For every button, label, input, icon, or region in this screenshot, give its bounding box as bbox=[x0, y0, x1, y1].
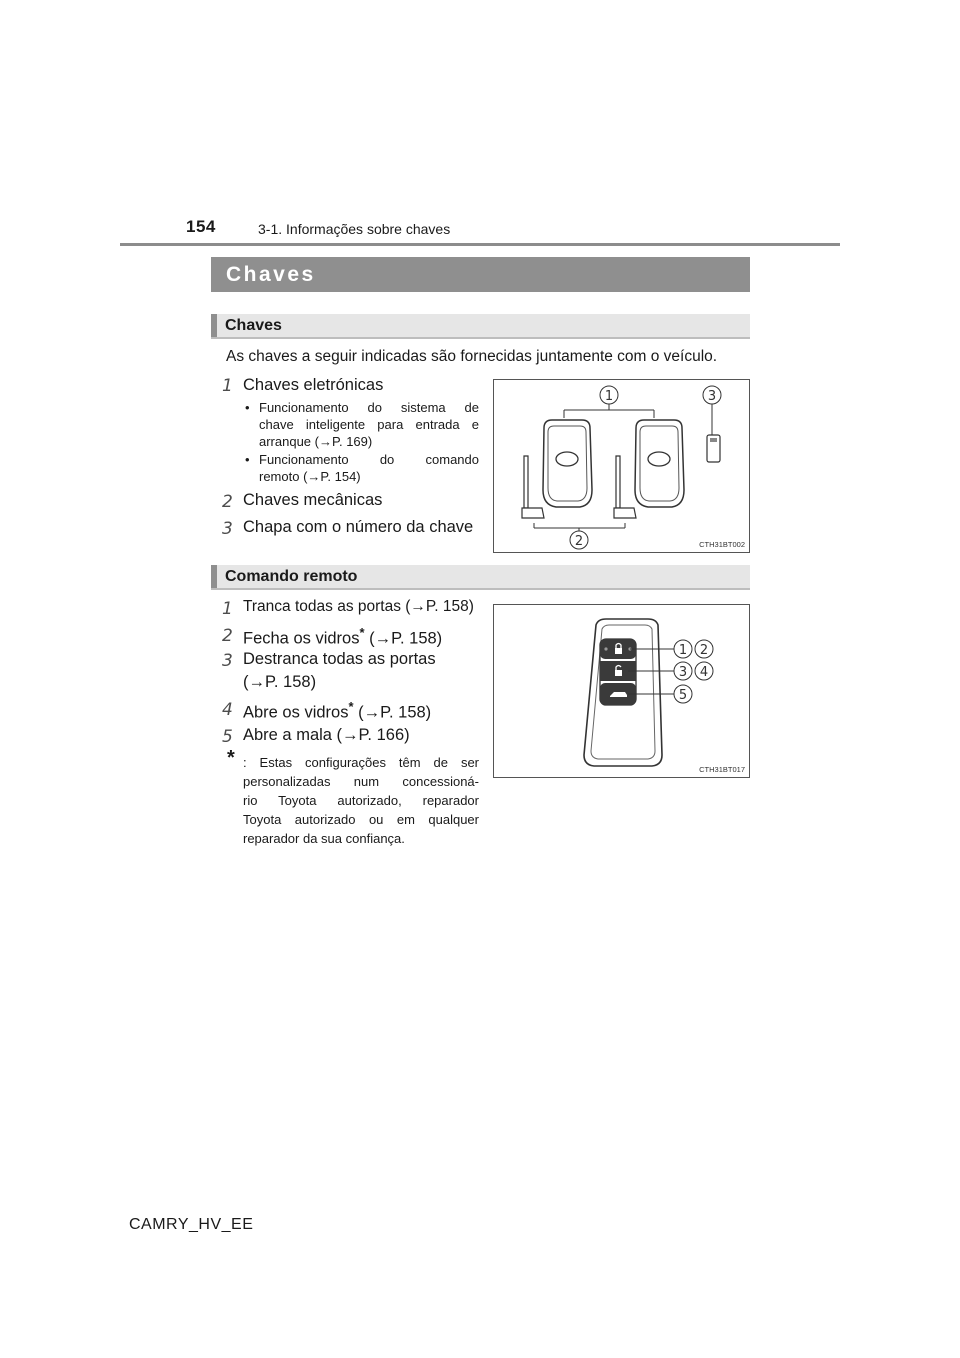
item-electronic-keys: Chaves eletrónicas bbox=[243, 376, 384, 394]
item-open-windows bbox=[243, 699, 431, 723]
item-number: 1 bbox=[222, 376, 233, 396]
item-label: Fecha os vidros bbox=[243, 629, 360, 648]
keys-heading: Chaves bbox=[225, 317, 282, 334]
item-number: 4 bbox=[222, 700, 233, 720]
callout-3: 3 bbox=[678, 665, 688, 680]
remote-illustration bbox=[494, 605, 749, 777]
bullet-line: Funcionamento do comando bbox=[259, 452, 479, 467]
footnote-line: : Estas configurações têm de ser bbox=[243, 755, 479, 770]
keys-figure bbox=[493, 379, 750, 553]
bullet-line: chave inteligente para entrada e bbox=[259, 417, 479, 432]
callout-5: 5 bbox=[678, 688, 688, 703]
keys-heading-bar bbox=[211, 314, 750, 339]
item-close-windows bbox=[243, 625, 442, 649]
remote-figure bbox=[493, 604, 750, 778]
item-number: 1 bbox=[222, 599, 233, 619]
bullet-line: Funcionamento do sistema de bbox=[259, 400, 479, 415]
item-open-trunk: Abre a mala (→P. 166) bbox=[243, 726, 410, 744]
footnote-line: rio Toyota autorizado, reparador bbox=[243, 793, 479, 808]
page-ref: (→P. 158) bbox=[353, 703, 432, 722]
bullet-line: arranque (→P. 169) bbox=[259, 434, 373, 449]
page-title: Chaves bbox=[226, 263, 316, 286]
callout-1: 1 bbox=[604, 389, 614, 404]
item-unlock-all-doors: Destranca todas as portas bbox=[243, 650, 436, 668]
keys-illustration bbox=[494, 380, 749, 552]
callout-4: 4 bbox=[699, 665, 709, 680]
page-ref: (→P. 158) bbox=[364, 629, 443, 648]
footnote-line: Toyota autorizado ou em qualquer bbox=[243, 812, 479, 827]
footnote-line: personalizadas num concessioná- bbox=[243, 774, 479, 789]
callout-1: 1 bbox=[678, 643, 688, 658]
footnote bbox=[227, 747, 479, 848]
item-label: Abre os vidros bbox=[243, 703, 349, 722]
remote-heading-bar bbox=[211, 565, 750, 590]
bullet-smart-key: • Funcionamento do sistema de chave inteligente para entrada e arranque (→P. 169) bbox=[245, 400, 479, 449]
heading-marker bbox=[211, 565, 217, 588]
footnote-line: reparador da sua confiança. bbox=[243, 831, 405, 846]
footnote-star: * bbox=[227, 747, 235, 769]
item-number: 2 bbox=[222, 492, 233, 512]
item-number: 3 bbox=[222, 651, 233, 671]
model-code: CAMRY_HV_EE bbox=[129, 1216, 254, 1233]
bullet-remote: • Funcionamento do comando remoto (→P. 154) bbox=[245, 452, 479, 484]
heading-marker bbox=[211, 314, 217, 337]
bullet-line: remoto (→P. 154) bbox=[259, 469, 361, 484]
callout-2: 2 bbox=[699, 643, 709, 658]
section-header: 3-1. Informações sobre chaves bbox=[258, 221, 451, 237]
figure-id: CTH31BT017 bbox=[699, 765, 745, 774]
item-lock-all-doors: Tranca todas as portas (→P. 158) bbox=[243, 598, 474, 615]
page-ref: (→P. 158) bbox=[243, 673, 317, 691]
footnote-star: * bbox=[348, 699, 354, 714]
item-number: 2 bbox=[222, 626, 233, 646]
page-number: 154 bbox=[186, 217, 216, 236]
item-number: 3 bbox=[222, 519, 233, 539]
figure-id: CTH31BT002 bbox=[699, 540, 745, 549]
keys-intro: As chaves a seguir indicadas são fornecidas juntamente com o veículo. bbox=[226, 348, 718, 365]
item-key-number-plate: Chapa com o número da chave bbox=[243, 518, 474, 536]
item-number: 5 bbox=[222, 727, 233, 747]
page-title-bar bbox=[211, 257, 750, 292]
header-rule bbox=[120, 243, 840, 246]
callout-3: 3 bbox=[707, 389, 717, 404]
footnote-star: * bbox=[359, 625, 365, 640]
remote-heading: Comando remoto bbox=[225, 568, 358, 585]
callout-2: 2 bbox=[574, 534, 584, 549]
item-mechanical-keys: Chaves mecânicas bbox=[243, 491, 383, 509]
